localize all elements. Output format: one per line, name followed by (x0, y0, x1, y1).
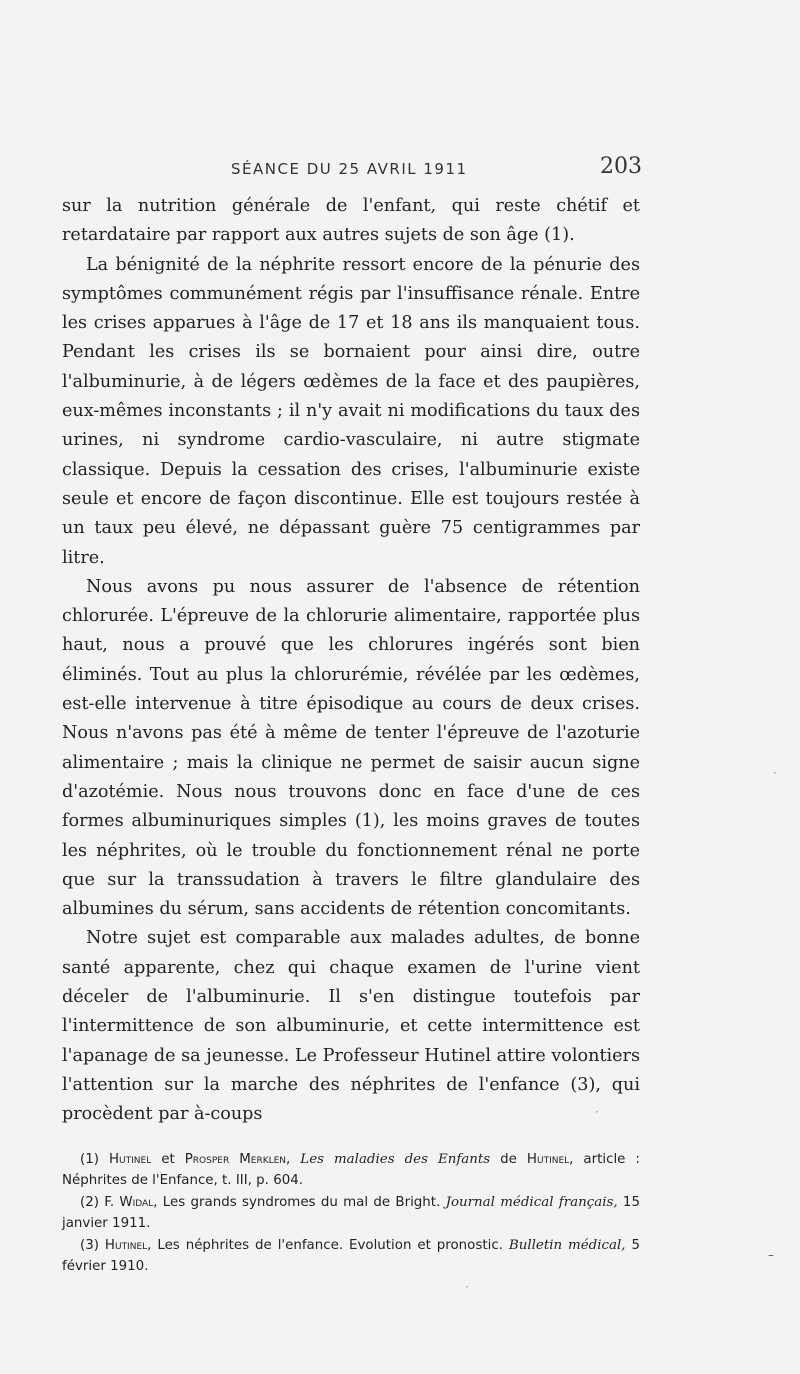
speck-mark: · (773, 766, 777, 780)
paragraph: sur la nutrition générale de l'enfant, qui reste chétif et retardataire par rapport aux autres sujets de son âge (1). (62, 196, 640, 246)
body-text (62, 192, 640, 1130)
footnote-3: (3) Hutinel, Les néphrites de l'enfance. Evolution et pronostic. Bulletin médical, 5 février 1910. (62, 1237, 641, 1274)
speck-mark: – (768, 1248, 774, 1262)
footnote-2: (2) F. Widal, Les grands syndromes du mal de Bright. Journal médical français, 15 janvier 1911. (62, 1194, 640, 1231)
footnotes (62, 1149, 640, 1278)
paragraph: Notre sujet est comparable aux malades adultes, de bonne santé apparente, chez qui chaque examen de l'urine vient déceler de l'albuminurie. Il s'en distingue toutefois par l'intermittence de son albuminurie, et cette intermittence est l'apanage de sa jeunesse. Le Professeur Hutinel attire volontiers l'attention sur la marche des néphrites de l'enfance (3), qui procèdent par à-coups (62, 928, 640, 1125)
paragraph: La bénignité de la néphrite ressort encore de la pénurie des symptômes communément régis par l'insuffisance rénale. Entre les crises apparues à l'âge de 17 et 18 ans ils manquaient tous. Pendant les crises ils se bornaient pour ainsi dire, outre l'albuminurie, à de légers œdèmes de la face et des paupières, eux-mêmes inconstants ; il n'y avait ni modifications du taux des urines, ni syndrome cardio-vasculaire, ni autre stigmate classique. Depuis la cessation des crises, l'albuminurie existe seule et encore de façon discontinue. Elle est toujours restée à un taux peu élevé, ne dépassant guère 75 centigrammes par litre. (62, 254, 640, 568)
paragraph: Nous avons pu nous assurer de l'absence de rétention chlorurée. L'épreuve de la chlorurie alimentaire, rapportée plus haut, nous a prouvé que les chlorures ingérés sont bien éliminés. Tout au plus la chlorurémie, révélée par les œdèmes, est-elle intervenue à titre épisodique au cours de deux crises. Nous n'avons pas été à même de tenter l'épreuve de l'azoturie alimentaire ; mais la clinique ne permet de saisir aucun signe d'azotémie. Nous nous trouvons donc en face d'une de ces formes albuminuriques simples (1), les moins graves de toutes les néphrites, où le trouble du fonctionnement rénal ne porte que sur la transsudation à travers le filtre glandulaire des albumines du sérum, sans accidents de rétention concomitants. (62, 576, 640, 920)
running-title: SÉANCE DU 25 AVRIL 1911 (231, 160, 468, 178)
page-number: 203 (600, 154, 642, 179)
page-header (62, 152, 640, 192)
footnote-1: (1) Hutinel et Prosper Merklen, Les maladies des Enfants de Hutinel, article : Néphrites de l'Enfance, t. III, p. 604. (62, 1151, 640, 1188)
speck-mark: · (595, 1105, 599, 1119)
page-content (62, 152, 640, 1278)
speck-mark: · (465, 1280, 469, 1294)
